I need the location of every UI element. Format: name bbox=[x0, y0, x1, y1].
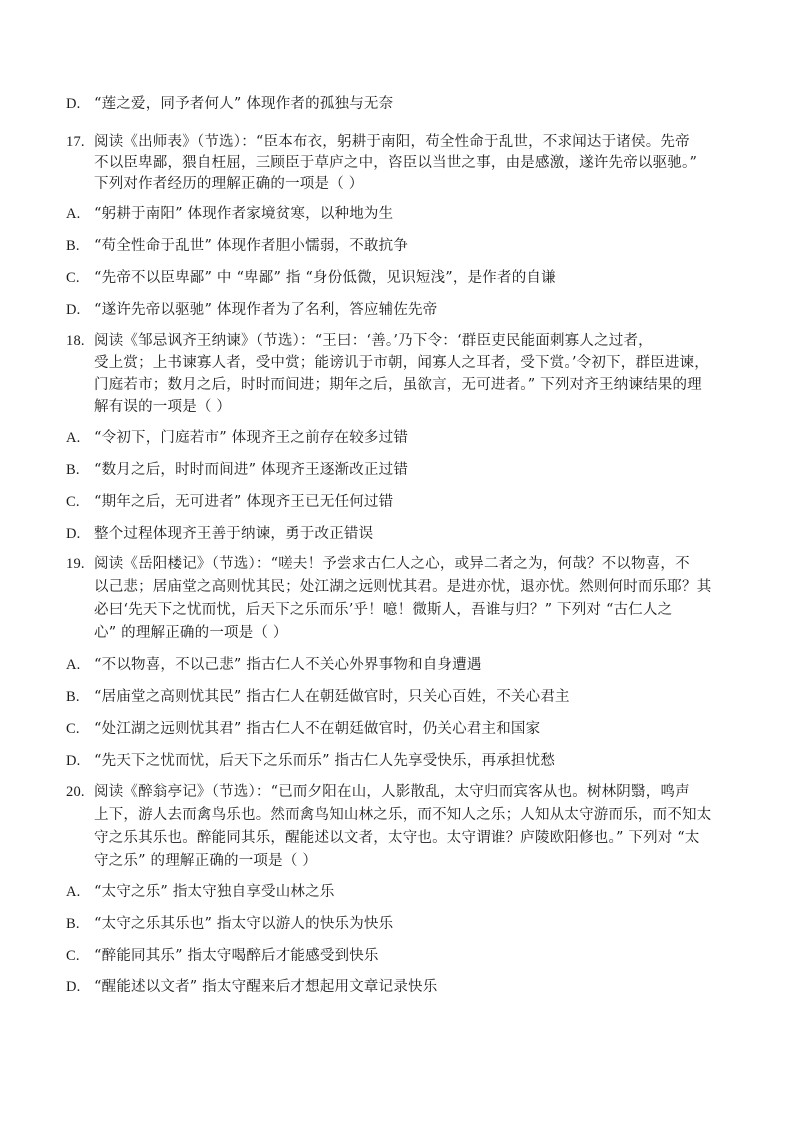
q18-stem-line-4: 解有误的一项是（ ） bbox=[94, 399, 232, 415]
q18-option-d: D. 整个过程体现齐王善于纳谏，勇于改正错误 bbox=[66, 526, 374, 542]
q19-stem-line-3: 必曰‘先天下之忧而忧，后天下之乐而乐’乎！噫！微斯人，吾谁与归？” 下列对 “古仁人之 bbox=[94, 602, 673, 618]
q20-stem-line-1: 20. 阅读《醉翁亭记》（节选）：“已而夕阳在山，人影散乱，太守归而宾客从也。树林阴翳，鸣声 bbox=[66, 784, 690, 800]
q19-stem-line-4: 心” 的理解正确的一项是（ ） bbox=[94, 625, 288, 641]
q18-stem-line-3: 门庭若市；数月之后，时时而间进；期年之后，虽欲言，无可进者。” 下列对齐王纳谏结果的理 bbox=[94, 377, 702, 393]
q19-stem-line-1: 19. 阅读《岳阳楼记》（节选）：“嗟夫！予尝求古仁人之心，或异二者之为，何哉？不以物喜，不 bbox=[66, 556, 690, 572]
q20-stem-line-4: 守之乐” 的理解正确的一项是（ ） bbox=[94, 853, 318, 869]
q19-option-c: C. “处江湖之远则忧其君” 指古仁人不在朝廷做官时，仍关心君主和国家 bbox=[66, 721, 541, 737]
q18-stem-line-2: 受上赏；上书谏寡人者，受中赏；能谤讥于市朝，闻寡人之耳者，受下赏。’令初下，群臣进谏， bbox=[94, 355, 709, 371]
q20-stem-line-2: 上下，游人去而禽鸟乐也。然而禽鸟知山林之乐，而不知人之乐；人知从太守游而乐，而不知太 bbox=[94, 807, 712, 823]
q18-option-b: B. “数月之后，时时而间进” 体现齐王逐渐改正过错 bbox=[66, 462, 409, 478]
q17-option-d: D. “遂许先帝以驱驰” 体现作者为了名利，答应辅佐先帝 bbox=[66, 302, 438, 318]
q20-option-b: B. “太守之乐其乐也” 指太守以游人的快乐为快乐 bbox=[66, 916, 394, 932]
q19-stem-line-2: 以己悲；居庙堂之高则忧其民；处江湖之远则忧其君。是进亦忧，退亦忧。然则何时而乐耶？其 bbox=[94, 579, 712, 595]
q18-stem-line-1: 18. 阅读《邹忌讽齐王纳谏》（节选）：“王曰：‘善。’乃下令：‘群臣吏民能面刺寡人之过者， bbox=[66, 333, 653, 349]
q17-option-b: B. “苟全性命于乱世” 体现作者胆小懦弱，不敢抗争 bbox=[66, 238, 409, 254]
q17-option-c: C. “先帝不以臣卑鄙” 中 “卑鄙” 指 “身份低微，见识短浅”，是作者的自谦 bbox=[66, 270, 556, 286]
q19-option-b: B. “居庙堂之高则忧其民” 指古仁人在朝廷做官时，只关心百姓，不关心君主 bbox=[66, 689, 570, 705]
q18-option-a: A. “令初下，门庭若市” 体现齐王之前存在较多过错 bbox=[66, 430, 409, 446]
question-number: 19. bbox=[66, 556, 85, 572]
q20-option-c: C. “醉能同其乐” 指太守喝醉后才能感受到快乐 bbox=[66, 948, 379, 964]
question-number: 18. bbox=[66, 333, 85, 349]
q16-option-d bbox=[66, 94, 393, 114]
q18-option-c: C. “期年之后，无可进者” 体现齐王已无任何过错 bbox=[66, 494, 394, 510]
q20-option-a: A. “太守之乐” 指太守独自享受山林之乐 bbox=[66, 884, 335, 900]
q17-stem-line-1: 17. 阅读《出师表》（节选）：“臣本布衣，躬耕于南阳，苟全性命于乱世，不求闻达于诸侯。先帝 bbox=[66, 134, 690, 150]
question-number: 20. bbox=[66, 784, 85, 800]
option-text: “莲之爱，同予者何人” 体现作者的孤独与无奈 bbox=[94, 96, 394, 112]
q20-stem-line-3: 守之乐其乐也。醉能同其乐，醒能述以文者，太守也。太守谓谁？庐陵欧阳修也。” 下列对 “太 bbox=[94, 830, 700, 846]
q17-stem-line-2: 不以臣卑鄙，猥自枉屈，三顾臣于草庐之中，咨臣以当世之事，由是感激，遂许先帝以驱驰。” bbox=[94, 155, 698, 171]
q17-option-a: A. “躬耕于南阳” 体现作者家境贫寒，以种地为生 bbox=[66, 206, 394, 222]
q17-stem-line-3: 下列对作者经历的理解正确的一项是（ ） bbox=[94, 176, 364, 192]
q20-option-d: D. “醒能述以文者” 指太守醒来后才想起用文章记录快乐 bbox=[66, 979, 438, 995]
option-letter: D. bbox=[66, 96, 81, 112]
q19-option-d: D. “先天下之忧而忧，后天下之乐而乐” 指古仁人先享受快乐，再承担忧愁 bbox=[66, 753, 556, 769]
q19-option-a: A. “不以物喜，不以己悲” 指古仁人不关心外界事物和自身遭遇 bbox=[66, 657, 482, 673]
question-number: 17. bbox=[66, 134, 85, 150]
